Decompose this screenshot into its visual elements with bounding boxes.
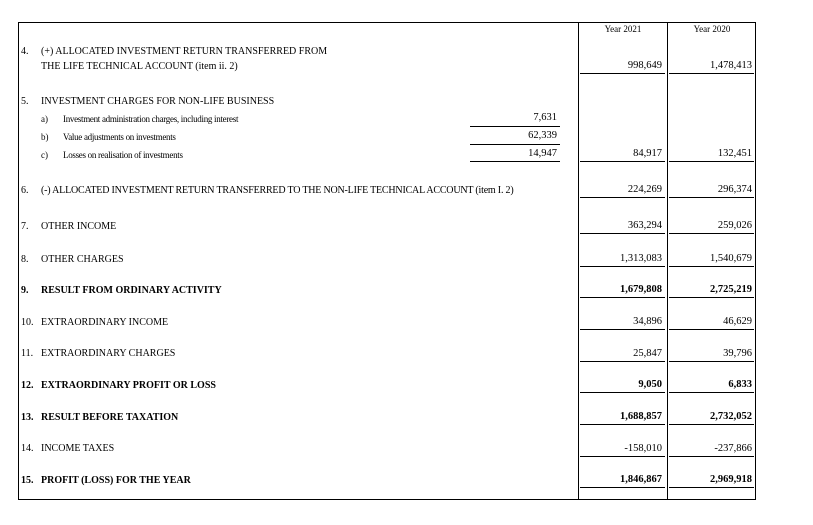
row-label: (-) ALLOCATED INVESTMENT RETURN TRANSFERRED TO THE NON-LIFE TECHNICAL ACCOUNT (item I. 2) [41, 185, 514, 196]
row-number: 5. [21, 96, 29, 107]
value-2021: 25,847 [633, 348, 662, 359]
underline [580, 329, 665, 330]
underline [580, 266, 665, 267]
column-divider-2020 [667, 22, 668, 500]
row-number: 13. [21, 412, 34, 423]
underline [580, 456, 665, 457]
underline [669, 487, 754, 488]
value-2020: 1,478,413 [710, 60, 752, 71]
underline [669, 161, 754, 162]
value-2020: 259,026 [717, 220, 752, 231]
value-2021: 1,846,867 [620, 474, 662, 485]
header-year-2020: Year 2020 [693, 24, 731, 34]
value-2020: 2,732,052 [710, 411, 752, 422]
value-2021: 363,294 [627, 220, 662, 231]
row-number: 11. [21, 348, 34, 359]
underline [580, 297, 665, 298]
underline [580, 424, 665, 425]
row-number: 7. [21, 221, 29, 232]
value-2020: 6,833 [728, 379, 752, 390]
underline [669, 266, 754, 267]
row-label-line1: (+) ALLOCATED INVESTMENT RETURN TRANSFERRED FROM [41, 46, 328, 57]
header-year-2021: Year 2021 [604, 24, 642, 34]
value-2020: 46,629 [723, 316, 752, 327]
value-2020: 296,374 [717, 184, 752, 195]
subitem-value: 62,339 [528, 130, 557, 141]
value-2021: -158,010 [624, 443, 662, 454]
value-2021: 998,649 [627, 60, 662, 71]
underline [669, 361, 754, 362]
row-number: 9. [21, 285, 29, 296]
underline [580, 197, 665, 198]
underline [669, 297, 754, 298]
value-2021: 224,269 [627, 184, 662, 195]
row-label: OTHER CHARGES [41, 254, 124, 265]
row-number: 12. [21, 380, 34, 391]
subitem-value: 7,631 [533, 112, 557, 123]
subitem-label: Investment administration charges, including interest [63, 114, 239, 124]
value-2021: 84,917 [633, 148, 662, 159]
value-2020: 1,540,679 [710, 253, 752, 264]
value-2020: 2,969,918 [710, 474, 752, 485]
underline [580, 361, 665, 362]
row-label: INCOME TAXES [41, 443, 115, 454]
row-label: INVESTMENT CHARGES FOR NON-LIFE BUSINESS [41, 96, 275, 107]
row-number: 15. [21, 475, 34, 486]
subitem-value: 14,947 [528, 148, 557, 159]
row-label: EXTRAORDINARY PROFIT OR LOSS [41, 380, 216, 391]
column-divider-2021 [578, 22, 579, 500]
row-number: 4. [21, 46, 29, 57]
underline [669, 233, 754, 234]
value-2021: 1,679,808 [620, 284, 662, 295]
subitem-key: b) [41, 132, 49, 142]
value-2021: 1,688,857 [620, 411, 662, 422]
row-label: PROFIT (LOSS) FOR THE YEAR [41, 475, 191, 486]
underline [669, 197, 754, 198]
row-label: EXTRAORDINARY CHARGES [41, 348, 176, 359]
underline [669, 73, 754, 74]
value-2020: 39,796 [723, 348, 752, 359]
underline [580, 487, 665, 488]
underline [580, 392, 665, 393]
subitem-key: a) [41, 114, 48, 124]
value-2021: 1,313,083 [620, 253, 662, 264]
row-label: OTHER INCOME [41, 221, 117, 232]
underline [580, 73, 665, 74]
underline [470, 126, 560, 127]
underline [580, 233, 665, 234]
row-label: RESULT FROM ORDINARY ACTIVITY [41, 285, 222, 296]
subitem-label: Value adjustments on investments [63, 132, 176, 142]
row-number: 8. [21, 254, 29, 265]
underline [669, 424, 754, 425]
underline [669, 456, 754, 457]
underline [669, 392, 754, 393]
row-number: 10. [21, 317, 34, 328]
value-2020: -237,866 [714, 443, 752, 454]
row-number: 14. [21, 443, 34, 454]
row-number: 6. [21, 185, 29, 196]
subitem-label: Losses on realisation of investments [63, 150, 183, 160]
value-2020: 2,725,219 [710, 284, 752, 295]
underline [669, 329, 754, 330]
row-label: RESULT BEFORE TAXATION [41, 412, 179, 423]
subitem-key: c) [41, 150, 48, 160]
row-label-line2: THE LIFE TECHNICAL ACCOUNT (item ii. 2) [41, 61, 238, 72]
underline [580, 161, 665, 162]
value-2020: 132,451 [717, 148, 752, 159]
value-2021: 9,050 [638, 379, 662, 390]
value-2021: 34,896 [633, 316, 662, 327]
underline [470, 144, 560, 145]
row-label: EXTRAORDINARY INCOME [41, 317, 169, 328]
underline [470, 161, 560, 162]
